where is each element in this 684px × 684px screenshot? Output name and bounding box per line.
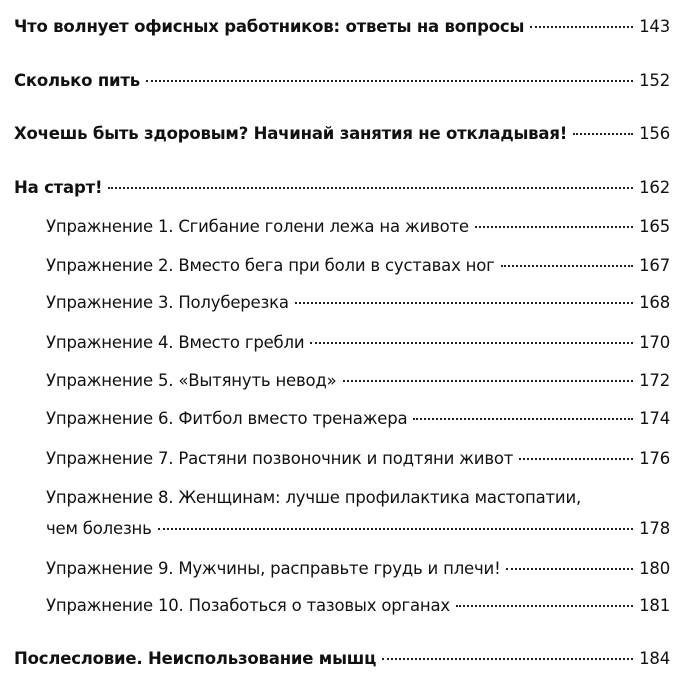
toc-chapter-title: На старт!	[14, 178, 103, 197]
toc-exercise-entry[interactable]	[46, 292, 670, 314]
dot-leader	[519, 458, 633, 460]
toc-exercise-title: Упражнение 10. Позаботься о тазовых органах	[46, 596, 450, 615]
toc-exercise-title-line2: чем болезнь	[46, 519, 152, 538]
toc-page-number: 178	[639, 519, 670, 538]
toc-chapter-entry[interactable]	[14, 123, 670, 145]
toc-chapter-entry[interactable]	[14, 16, 670, 38]
toc-page-number: 180	[639, 559, 670, 578]
dot-leader	[501, 265, 633, 267]
toc-chapter-title: Сколько пить	[14, 71, 140, 90]
toc-exercise-entry[interactable]	[46, 216, 670, 238]
toc-page-number: 167	[639, 256, 670, 275]
toc-page-number: 172	[639, 371, 670, 390]
toc-exercise-title: Упражнение 7. Растяни позвоночник и подтяни живот	[46, 449, 514, 468]
dot-leader	[382, 658, 633, 660]
toc-exercise-title: Упражнение 3. Полуберезка	[46, 293, 289, 312]
toc-page-number: 165	[639, 217, 670, 236]
toc-chapter-entry[interactable]	[14, 648, 670, 670]
toc-exercise-title-line1[interactable]: Упражнение 8. Женщинам: лучше профилактика мастопатии,	[46, 488, 582, 507]
dot-leader	[108, 187, 633, 189]
dot-leader	[343, 380, 634, 382]
dot-leader	[506, 568, 633, 570]
toc-page-number: 174	[639, 409, 670, 428]
dot-leader	[146, 80, 633, 82]
toc-exercise-entry[interactable]	[46, 448, 670, 470]
toc-chapter-entry[interactable]	[14, 70, 670, 92]
dot-leader	[158, 528, 633, 530]
toc-page-number: 184	[639, 649, 670, 668]
toc-exercise-entry[interactable]	[46, 255, 670, 277]
toc-page-number: 156	[639, 124, 670, 143]
toc-exercise-entry[interactable]	[46, 332, 670, 354]
dot-leader	[310, 342, 633, 344]
dot-leader	[295, 302, 633, 304]
toc-exercise-entry[interactable]	[46, 595, 670, 617]
toc-exercise-title: Упражнение 4. Вместо гребли	[46, 333, 305, 352]
dot-leader	[530, 26, 633, 28]
toc-chapter-title: Что волнует офисных работников: ответы на вопросы	[14, 17, 525, 36]
toc-page-number: 170	[639, 333, 670, 352]
toc-exercise-title: Упражнение 2. Вместо бега при боли в суставах ног	[46, 256, 495, 275]
toc-exercise-title: Упражнение 1. Сгибание голени лежа на животе	[46, 217, 469, 236]
toc-exercise-entry[interactable]	[46, 518, 670, 540]
dot-leader	[413, 418, 633, 420]
dot-leader	[456, 605, 633, 607]
toc-exercise-entry[interactable]	[46, 558, 670, 580]
toc-exercise-entry[interactable]	[46, 408, 670, 430]
toc-page-number: 152	[639, 71, 670, 90]
toc-page-number: 162	[639, 178, 670, 197]
toc-page-number: 168	[639, 293, 670, 312]
toc-chapter-title: Послесловие. Неиспользование мышц	[14, 649, 377, 668]
toc-chapter-title: Хочешь быть здоровым? Начинай занятия не откладывая!	[14, 124, 568, 143]
dot-leader	[475, 226, 633, 228]
toc-chapter-entry[interactable]	[14, 177, 670, 199]
toc-exercise-title: Упражнение 5. «Вытянуть невод»	[46, 371, 337, 390]
toc-page-number: 143	[639, 17, 670, 36]
toc-exercise-title: Упражнение 9. Мужчины, расправьте грудь и плечи!	[46, 559, 501, 578]
toc-page-number: 176	[639, 449, 670, 468]
toc-exercise-title: Упражнение 6. Фитбол вместо тренажера	[46, 409, 408, 428]
toc-exercise-entry[interactable]	[46, 370, 670, 392]
toc-page-number: 181	[639, 596, 670, 615]
dot-leader	[573, 133, 633, 135]
